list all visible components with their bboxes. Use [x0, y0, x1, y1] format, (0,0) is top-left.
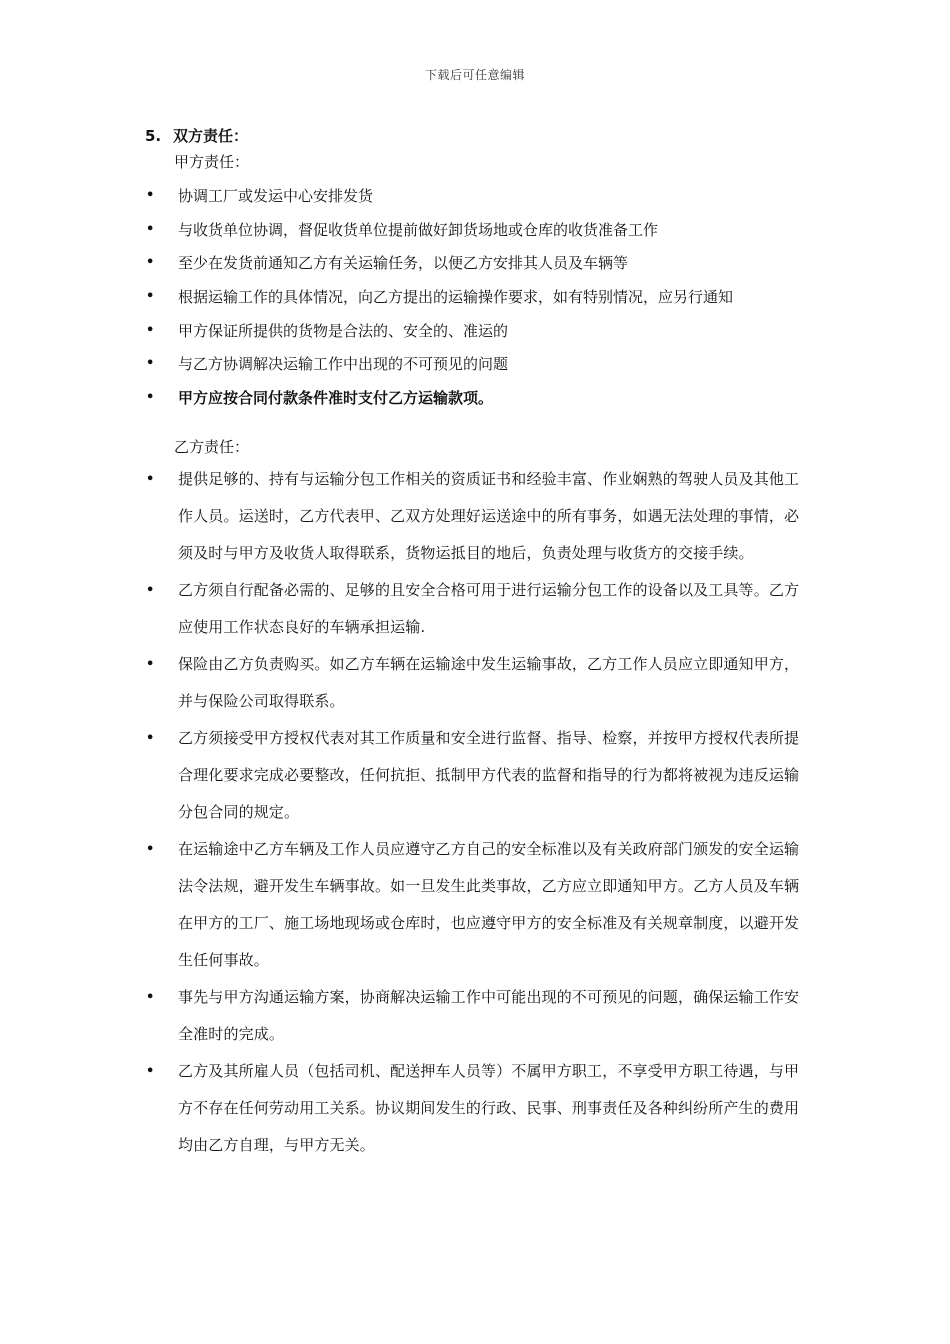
- bullet-icon: •: [146, 322, 155, 338]
- list-item-text: 乙方须接受甲方授权代表对其工作质量和安全进行监督、指导、检察，并按甲方授权代表所提合理化要求完成必要整改，任何抗拒、抵制甲方代表的监督和指导的行为都将被视为违反运输分包合同的规定。: [178, 729, 800, 821]
- bullet-icon: •: [146, 390, 155, 406]
- party-b-list: [0, 461, 950, 1164]
- list-item: [0, 388, 950, 422]
- bullet-icon: •: [146, 188, 155, 203]
- list-item-text: 甲方应按合同付款条件准时支付乙方运输款项。: [178, 389, 494, 408]
- list-item-text: 至少在发货前通知乙方有关运输任务，以便乙方安排其人员及车辆等: [178, 254, 629, 273]
- list-item: [0, 220, 950, 254]
- list-item-text: 与乙方协调解决运输工作中出现的不可预见的问题: [178, 355, 509, 374]
- list-item: [0, 646, 950, 720]
- list-item: [0, 461, 950, 572]
- list-item-text: 根据运输工作的具体情况，向乙方提出的运输操作要求，如有特别情况，应另行通知: [178, 288, 734, 307]
- list-item-text: 与收货单位协调，督促收货单位提前做好卸货场地或仓库的收货准备工作: [178, 220, 659, 239]
- bullet-icon: •: [146, 255, 155, 271]
- list-item: [0, 979, 950, 1053]
- list-item-text: 在运输途中乙方车辆及工作人员应遵守乙方自己的安全标准以及有关政府部门颁发的安全运输法令法规，避开发生车辆事故。如一旦发生此类事故，乙方应立即通知甲方。乙方人员及车辆在甲方的工厂、施工场地现场或仓库时，也应遵守甲方的安全标准及有关规章制度，以避开发生任何事故。: [178, 840, 800, 969]
- party-b-heading: 乙方责任：: [174, 438, 250, 456]
- list-item-text: 乙方及其所雇人员（包括司机、配送押车人员等）不属甲方职工，不享受甲方职工待遇，与甲方不存在任何劳动用工关系。协议期间发生的行政、民事、刑事责任及各种纠纷所产生的费用均由乙方自理，与甲方无关。: [178, 1062, 800, 1154]
- header-note: 下载后可任意编辑: [424, 68, 525, 82]
- section-heading: [145, 125, 248, 146]
- list-item-text: 甲方保证所提供的货物是合法的、安全的、准运的: [178, 321, 509, 340]
- list-item: [0, 253, 950, 287]
- bullet-icon: •: [146, 990, 155, 1005]
- bullet-icon: •: [146, 842, 155, 857]
- list-item: [0, 1053, 950, 1164]
- section-title: 双方责任：: [173, 127, 249, 145]
- list-item: [0, 354, 950, 388]
- section-number: 5.: [145, 127, 162, 145]
- bullet-icon: •: [146, 1064, 155, 1079]
- list-item: [0, 186, 950, 220]
- list-item: [0, 287, 950, 321]
- list-item-text: 协调工厂或发运中心安排发货: [178, 187, 374, 205]
- list-item-text: 提供足够的、持有与运输分包工作相关的资质证书和经验丰富、作业娴熟的驾驶人员及其他工作人员。运送时，乙方代表甲、乙双方处理好运送途中的所有事务，如遇无法处理的事情，必须及时与甲方及收货人取得联系，货物运抵目的地后，负责处理与收货方的交接手续。: [178, 470, 800, 562]
- bullet-icon: •: [146, 289, 155, 305]
- list-item-text: 保险由乙方负责购买。如乙方车辆在运输途中发生运输事故，乙方工作人员应立即通知甲方，并与保险公司取得联系。: [178, 655, 800, 710]
- bullet-icon: •: [146, 221, 155, 237]
- bullet-icon: •: [146, 583, 155, 598]
- list-item: [0, 321, 950, 355]
- list-item-text: 乙方须自行配备必需的、足够的且安全合格可用于进行运输分包工作的设备以及工具等。乙方应使用工作状态良好的车辆承担运输.: [178, 581, 800, 636]
- bullet-icon: •: [146, 472, 155, 487]
- list-item-text: 事先与甲方沟通运输方案，协商解决运输工作中可能出现的不可预见的问题，确保运输工作安全准时的完成。: [178, 988, 800, 1043]
- party-a-heading: 甲方责任：: [174, 153, 250, 171]
- list-item: [0, 831, 950, 979]
- bullet-icon: •: [146, 356, 155, 372]
- party-a-list: [0, 186, 950, 422]
- list-item: [0, 572, 950, 646]
- list-item: [0, 720, 950, 831]
- bullet-icon: •: [146, 731, 155, 746]
- bullet-icon: •: [146, 657, 155, 672]
